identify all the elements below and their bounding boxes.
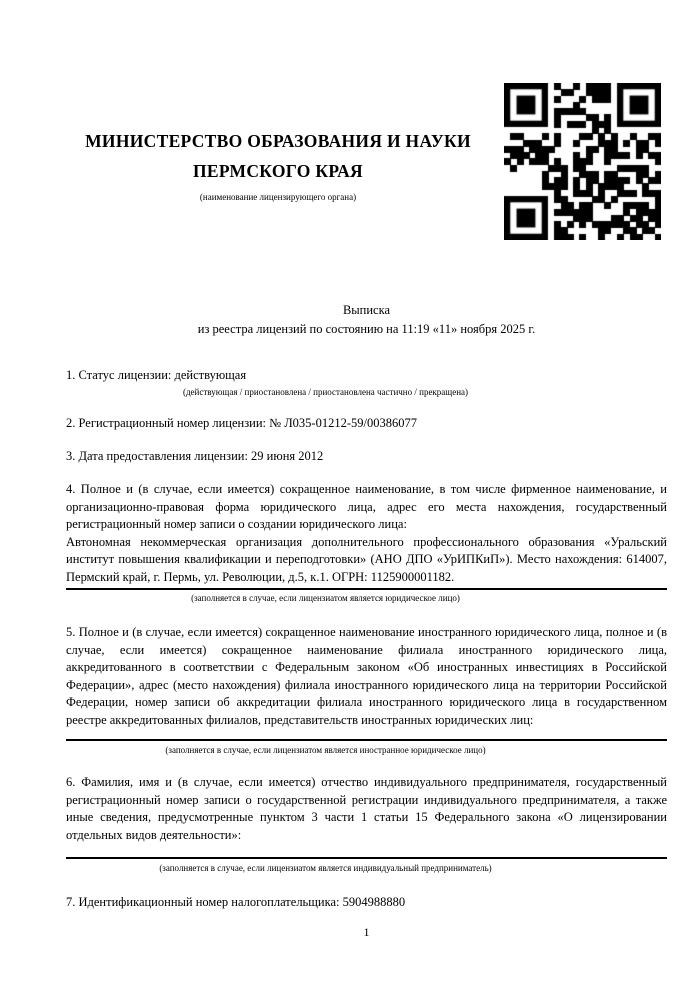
title-line1: Выписка [342,303,391,317]
entrepreneur-label: 6. Фамилия, имя и (в случае, если имеется) отчество индивидуального предпринимателя, государственный регистрационный номер записи о государственной регистрации индивидуального предпринимателя, а также иные сведения, предусмотренные пунктом 3 части 1 статьи 15 Федерального закона «О лицензировании отдельных видов деятельности»: [66,775,667,842]
org-name-line2: ПЕРМСКОГО КРАЯ [193,161,363,181]
registration-number-text: 2. Регистрационный номер лицензии: № Л035-01212-59/00386077 [66,416,417,430]
fill-line [66,857,667,859]
licensing-authority-header [66,126,490,203]
grant-date-text: 3. Дата предоставления лицензии: 29 июня 2012 [66,449,324,463]
legal-entity-label: 4. Полное и (в случае, если имеется) сокращенное наименование, в том числе фирменное наименование, и организационно-правовая форма юридического лица, адрес его места нахождения, государственный регистрационный номер записи о создании юридического лица: [66,482,667,532]
legal-entity-caption: (заполняется в случае, если лицензиатом является юридическое лицо) [191,592,460,603]
item-entrepreneur [66,774,667,875]
page-number: 1 [363,925,370,939]
license-status-text: 1. Статус лицензии: действующая [66,368,247,382]
org-name [66,126,490,186]
license-status-caption: (действующая / приостановлена / приостановлена частично / прекращена) [182,386,469,397]
item-legal-entity [66,481,667,605]
org-name-caption: (наименование лицензирующего органа) [199,192,357,202]
legal-entity-value: Автономная некоммерческая организация дополнительного профессионального образования «Уральский институт повышения квалификации и переподготовки» (АНО ДПО «УрИПКиП»). Место нахождения: 614007, Пермский край, г. Пермь, ул. Революции, д.5, к.1. ОГРН: 1125900001182. [66,534,667,584]
title-line2: из реестра лицензий по состоянию на 11:19 «11» ноября 2025 г. [197,322,536,336]
org-name-line1: МИНИСТЕРСТВО ОБРАЗОВАНИЯ И НАУКИ [85,131,471,151]
inn-text: 7. Идентификационный номер налогоплательщика: 5904988880 [66,895,406,909]
document-title [66,301,667,339]
fill-line [66,588,667,590]
item-license-status [66,367,667,399]
fill-line [66,739,667,741]
foreign-entity-caption: (заполняется в случае, если лицензиатом является иностранное юридическое лицо) [165,744,486,755]
item-grant-date [66,448,667,466]
entrepreneur-caption: (заполняется в случае, если лицензиатом является индивидуальный предприниматель) [159,863,492,874]
item-registration-number [66,415,667,433]
item-foreign-entity [66,624,667,757]
item-inn [66,894,667,912]
foreign-entity-label: 5. Полное и (в случае, если имеется) сокращенное наименование иностранного юридического лица, полное и (в случае, если имеется) сокращенное наименование филиала иностранного юридического лица, аккредитованного в соответствии с Федеральным законом «Об иностранных инвестициях в Российской Федерации», адрес (место нахождения) филиала иностранного юридического лица на территории Российской Федерации, номер записи об аккредитации филиала иностранного юридического лица в государственном реестре аккредитованных филиалов, представительств иностранных юридических лиц: [66,625,667,727]
qr-code [504,83,661,240]
